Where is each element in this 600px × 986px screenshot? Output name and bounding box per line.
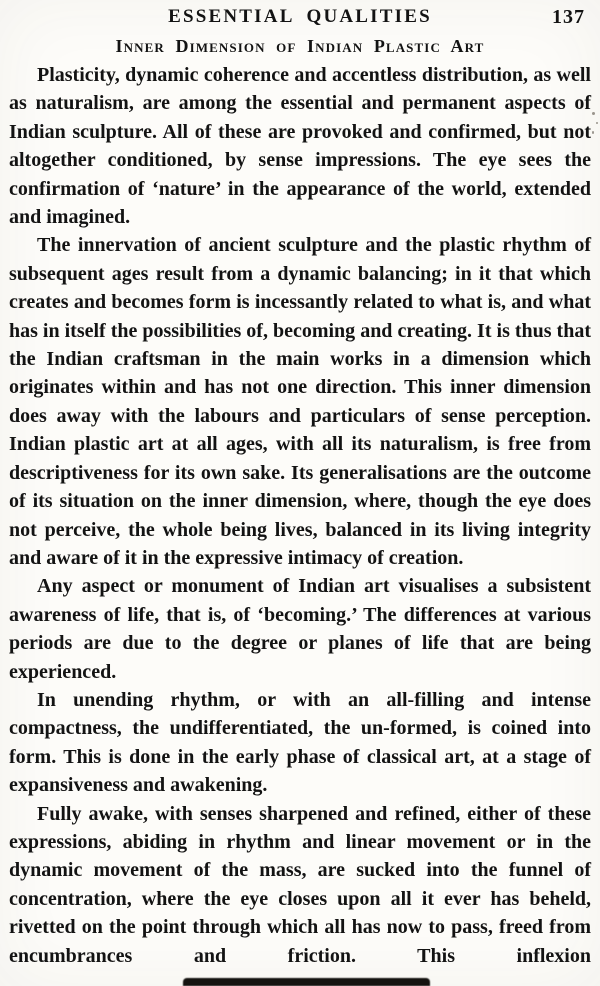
scan-speck bbox=[592, 112, 595, 115]
paragraph: Any aspect or monument of Indian art visualises a subsistent awareness of life, that is, of ‘becoming.’ The differences at various periods are due to the degree or planes of life that are being experienced. bbox=[9, 575, 591, 683]
paragraph: In unending rhythm, or with an all-filling and intense compactness, the undifferentiated, the un-formed, is coined into form. This is done in the early phase of classical art, at a stage of expansiveness and awakening. bbox=[9, 688, 591, 797]
scan-artifact-bar bbox=[183, 978, 430, 986]
scan-speck bbox=[596, 122, 598, 124]
scan-speck bbox=[592, 131, 594, 134]
running-head bbox=[0, 0, 600, 28]
paragraph: The innervation of ancient sculpture and the plastic rhythm of subsequent ages result from a dynamic balancing; in it that which creates and becomes form is incessantly related to what is, and what has in itself the possibilities of, becoming and creating. It is thus that the Indian craftsman in the main works in a dimension which originates within and has not one direction. This inner dimension does away with the labours and particulars of sense perception. Indian plastic art at all ages, with all its naturalism, is free from descriptiveness for its own sake. Its generalisations are the outcome of its situation on the inner dimension, where, though the eye does not perceive, the whole being lives, balanced in its living integrity and aware of it in the expressive intimacy of creation. bbox=[9, 234, 591, 569]
body-text bbox=[0, 61, 600, 970]
section-heading: Inner Dimension of Indian Plastic Art bbox=[115, 36, 485, 56]
paragraph: Plasticity, dynamic coherence and accentless distribution, as well as naturalism, are among the essential and permanent aspects of Indian sculpture. All of these are provoked and confirmed, but not altogether conditioned, by sense impressions. The eye sees the confirmation of ‘nature’ in the appearance of the world, extended and imagined. bbox=[9, 64, 591, 229]
page-number: 137 bbox=[552, 6, 585, 28]
running-head-title: ESSENTIAL QUALITIES bbox=[168, 6, 432, 27]
paragraph: Fully awake, with senses sharpened and refined, either of these expressions, abiding in rhythm and linear movement or in the dynamic movement of the mass, are sucked into the funnel of concentration, where the eye closes upon all it ever has beheld, rivetted on the point through which all has now to pass, freed from encumbrances and friction. This inflexion bbox=[9, 802, 591, 967]
